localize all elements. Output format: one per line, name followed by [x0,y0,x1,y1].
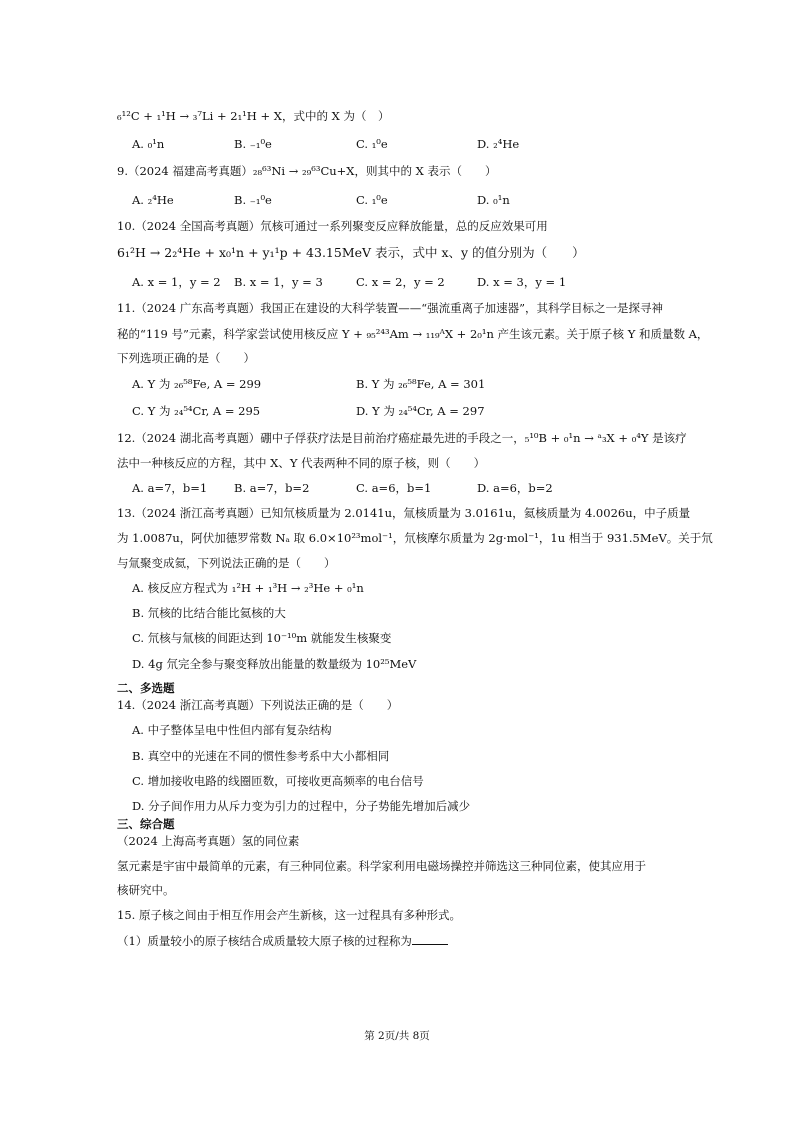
q10-option-c: C. x = 2，y = 2 [356,275,445,289]
question-13-stem-line3: 与氚聚变成氦，下列说法正确的是（ ） [117,556,336,570]
q8-option-b: B. ₋₁⁰e [234,137,272,151]
q8-option-a: A. ₀¹n [132,137,165,151]
q11-option-a: A. Y 为 ₂₆⁵⁸Fe, A = 299 [132,377,262,391]
answer-blank[interactable] [412,932,448,945]
intro-source: （2024 上海高考真题）氢的同位素 [117,834,300,848]
section-heading-multiple-choice: 二、多选题 [117,681,175,695]
q12-option-c: C. a=6，b=1 [356,481,432,495]
q11-option-c: C. Y 为 ₂₄⁵⁴Cr, A = 295 [132,404,261,418]
question-11-stem-line1: 11.（2024 广东高考真题）我国正在建设的大科学装置——“强流重离子加速器”，其科学目标之一是探寻神 [117,301,663,315]
q12-option-b: B. a=7，b=2 [234,481,310,495]
question-13-stem-line1: 13.（2024 浙江高考真题）已知氘核质量为 2.0141u，氚核质量为 3.0161u，氦核质量为 4.0026u，中子质量 [117,506,691,520]
question-10-stem-line2: 6₁²H → 2₂⁴He + x₀¹n + y₁¹p + 43.15MeV 表示，式中 x、y 的值分别为（ ） [117,245,585,260]
q13-option-c: C. 氘核与氚核的间距达到 10⁻¹⁰m 就能发生核聚变 [132,631,392,645]
question-13-stem-line2: 为 1.0087u，阿伏加德罗常数 Nₐ 取 6.0×10²³mol⁻¹，氘核摩尔质量为 2g·mol⁻¹，1u 相当于 931.5MeV。关于氘 [117,531,713,545]
question-15-sub1 [117,932,448,949]
question-15-sub1-text: （1）质量较小的原子核结合成质量较大原子核的过程称为 [117,934,412,948]
question-10-stem-line1: 10.（2024 全国高考真题）氘核可通过一系列聚变反应释放能量，总的反应效果可用 [117,219,548,233]
q9-option-d: D. ₀¹n [477,193,510,207]
q10-option-b: B. x = 1，y = 3 [234,275,323,289]
page-footer: 第 2页/共 8页 [364,1030,430,1042]
q11-option-d: D. Y 为 ₂₄⁵⁴Cr, A = 297 [356,404,485,418]
q14-option-d: D. 分子间作用力从斥力变为引力的过程中，分子势能先增加后减少 [132,799,471,813]
q9-option-c: C. ₁⁰e [356,193,388,207]
q13-option-b: B. 氘核的比结合能比氦核的大 [132,606,286,620]
q14-option-c: C. 增加接收电路的线圈匝数，可接收更高频率的电台信号 [132,774,424,788]
q14-option-a: A. 中子整体呈电中性但内部有复杂结构 [132,723,332,737]
q9-option-a: A. ₂⁴He [132,193,174,207]
question-11-stem-line2: 秘的“119 号”元素，科学家尝试使用核反应 Y + ₉₅²⁴³Am → ₁₁₉ᴬX + 2₀¹n 产生该元素。关于原子核 Y 和质量数 A， [117,327,709,341]
question-8-equation: ₆¹²C + ₁¹H → ₃⁷Li + 2₁¹H + X，式中的 X 为（ ） [117,109,390,123]
question-14-stem: 14.（2024 浙江高考真题）下列说法正确的是（ ） [117,698,399,712]
question-12-stem-line1: 12.（2024 湖北高考真题）硼中子俘获疗法是目前治疗癌症最先进的手段之一，₅¹⁰B + ₀¹n → ᵃ₃X + ₀⁴Y 是该疗 [117,431,687,445]
q10-option-a: A. x = 1，y = 2 [132,275,221,289]
q14-option-b: B. 真空中的光速在不同的惯性参考系中大小都相同 [132,749,390,763]
q13-option-a: A. 核反应方程式为 ₁²H + ₁³H → ₂³He + ₀¹n [132,581,364,595]
q10-option-d: D. x = 3，y = 1 [477,275,567,289]
question-11-stem-line3: 下列选项正确的是（ ） [117,351,255,365]
intro-paragraph-line1: 氢元素是宇宙中最简单的元素，有三种同位素。科学家利用电磁场操控并筛选这三种同位素，使其应用于 [117,859,646,873]
q8-option-d: D. ₂⁴He [477,137,520,151]
question-12-stem-line2: 法中一种核反应的方程，其中 X、Y 代表两种不同的原子核，则（ ） [117,456,486,470]
q8-option-c: C. ₁⁰e [356,137,388,151]
q12-option-a: A. a=7，b=1 [132,481,208,495]
question-15-stem: 15. 原子核之间由于相互作用会产生新核，这一过程具有多种形式。 [117,908,461,922]
q11-option-b: B. Y 为 ₂₆⁵⁸Fe, A = 301 [356,377,486,391]
question-9-stem: 9.（2024 福建高考真题）₂₈⁶³Ni → ₂₉⁶³Cu+X，则其中的 X 表示（ ） [117,164,497,178]
q13-option-d: D. 4g 氘完全参与聚变释放出能量的数量级为 10²⁵MeV [132,657,417,671]
q9-option-b: B. ₋₁⁰e [234,193,272,207]
section-heading-comprehensive: 三、综合题 [117,817,175,831]
intro-paragraph-line2: 核研究中。 [117,883,175,897]
q12-option-d: D. a=6，b=2 [477,481,553,495]
